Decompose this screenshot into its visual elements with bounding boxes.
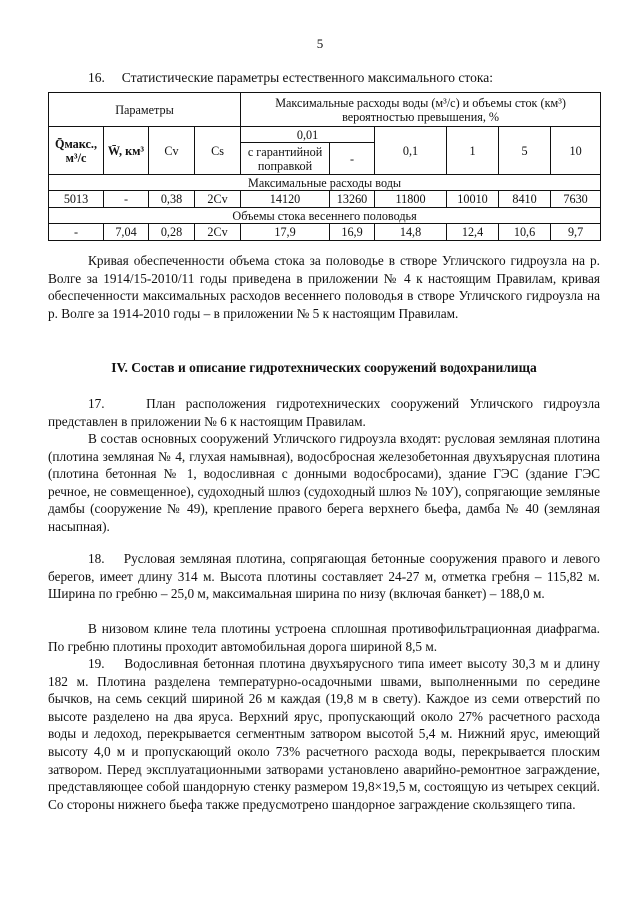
table-row <box>49 224 601 241</box>
table-cell: 10010 <box>447 191 499 208</box>
table-cell: 2Cv <box>195 191 241 208</box>
table-cell: 7,04 <box>104 224 149 241</box>
table-row <box>49 191 601 208</box>
prob-5-header: 5 <box>499 127 551 175</box>
table-cell: - <box>104 191 149 208</box>
table-cell: 9,7 <box>551 224 601 241</box>
table-cell: 5013 <box>49 191 104 208</box>
col-w-header: W̄, км³ <box>104 127 149 175</box>
section-max-discharge: Максимальные расходы воды <box>49 175 601 191</box>
table-cell: 0,28 <box>149 224 195 241</box>
prob-10-header: 10 <box>551 127 601 175</box>
statistics-table <box>48 92 601 241</box>
prob-header: Максимальные расходы воды (м³/с) и объемы сток (км³) вероятностью превышения, % <box>241 93 601 127</box>
table-cell: 8410 <box>499 191 551 208</box>
paragraph-17b: В состав основных сооружений Угличского гидроузла входят: русловая земляная плотина (плотина земляная № 4, глухая намывная), водосбросная железобетонная двухъярусная плотина (плотина бетонная № 1, водосливная с донными водосбросами), здание ГЭС (здание ГЭС речное, не совмещенное), судоходный шлюз (судоходный шлюз № 10У), сопрягающие земляные дамбы (сооружение № 49), крепление правого берега верхнего бьефа, дамба № 40 (земляная насыпная). <box>48 431 600 534</box>
paragraph-18: 18. Русловая земляная плотина, сопрягающая бетонные сооружения правого и левого берегов, имеет длину 314 м. Высота плотины составляет 24-27 м, отметка гребня – 115,82 м. Ширина по гребню – 25,0 м, максимальная ширина по низу (включая банкет) – 188,0 м. <box>48 551 600 602</box>
table-cell: 14,8 <box>375 224 447 241</box>
table-cell: 0,38 <box>149 191 195 208</box>
prob-001-header: 0,01 <box>241 127 375 143</box>
section-spring-volume: Объемы стока весеннего половодья <box>49 208 601 224</box>
page-number: 5 <box>316 36 324 51</box>
prob-01-header: 0,1 <box>375 127 447 175</box>
table-cell: 13260 <box>330 191 375 208</box>
paragraph-curves: Кривая обеспеченности объема стока за половодье в створе Угличского гидроузла на р. Волге за 1914/15-2010/11 годы приведена в приложении № 4 к настоящим Правилам, кривая обеспеченности максимальных расходов весеннего половодья в створе Угличского гидроузла на р. Волге за 1914-2010 годы – в приложении № 5 к настоящим Правилам. <box>48 253 600 321</box>
table-cell: 10,6 <box>499 224 551 241</box>
table-cell: 11800 <box>375 191 447 208</box>
col-cs-header: Cs <box>195 127 241 175</box>
table-cell: 17,9 <box>241 224 330 241</box>
paragraph-18b: В низовом клине тела плотины устроена сплошная противофильтрационная диафрагма. По гребню плотины проходит автомобильная дорога шириной 8,5 м. <box>48 621 600 654</box>
col-cv-header: Cv <box>149 127 195 175</box>
table-caption: 16. Статистические параметры естественного максимального стока: <box>88 70 493 85</box>
paragraph-19: 19. Водосливная бетонная плотина двухъярусного типа имеет высоту 30,3 м и длину 182 м. Плотина разделена температурно-осадочными швами, выполненными по середине бычков, на семь секций шириной 26 м каждая (19,8 м в свету). Каждое из семи отверстий по высоте разделено на два яруса. Верхний ярус, пропускающий около 27% расчетного расхода воды и ледоход, перекрывается сегментным затвором высотой 5,4 м. Нижний ярус, имеющий высоту 4,0 м и пропускающий около 73% расчетного расхода воды, перекрывается плоским затвором. Перед эксплуатационными затворами установлено аварийно-ремонтное заграждение, представляющее собой шандорную стенку размером 19,8×19,5 м, состоящую из четырех секций. Со стороны нижнего бьефа также предусмотрено шандорное заграждение скользящего типа. <box>48 656 600 812</box>
prob-1-header: 1 <box>447 127 499 175</box>
section-heading: IV. Состав и описание гидротехнических сооружений водохранилища <box>111 360 537 375</box>
table-cell: 2Cv <box>195 224 241 241</box>
guarantee-header: с гарантийной поправкой <box>241 143 330 175</box>
paragraph-17: 17. План расположения гидротехнических сооружений Угличского гидроузла представлен в приложении № 6 к настоящим Правилам. <box>48 396 600 429</box>
table-cell: 7630 <box>551 191 601 208</box>
no-guarantee-header: - <box>330 143 375 175</box>
table-cell: 14120 <box>241 191 330 208</box>
table-cell: - <box>49 224 104 241</box>
params-header: Параметры <box>49 93 241 127</box>
col-q-header: Q̄макс., м³/с <box>49 127 104 175</box>
table-cell: 16,9 <box>330 224 375 241</box>
table-cell: 12,4 <box>447 224 499 241</box>
